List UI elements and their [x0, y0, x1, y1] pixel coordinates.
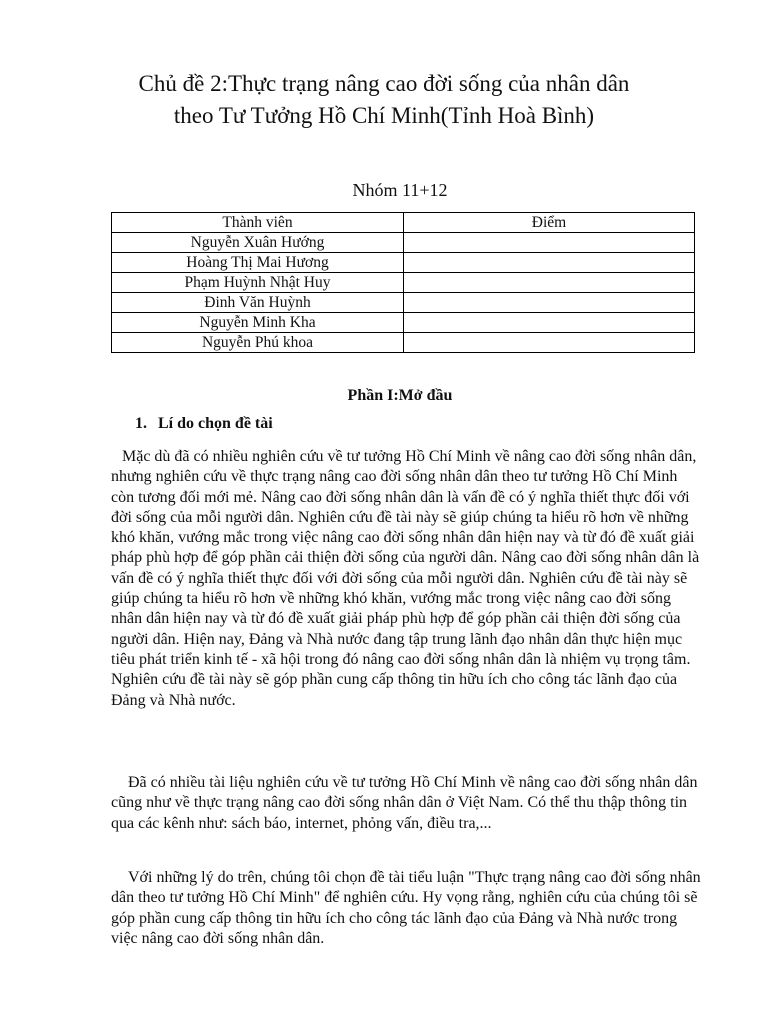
table-row: [112, 333, 695, 353]
table-row: [112, 293, 695, 313]
table-row: [112, 313, 695, 333]
table-row: [112, 273, 695, 293]
title-line-1: Chủ đề 2:Thực trạng nâng cao đời sống của nhân dân: [138, 71, 630, 96]
group-label: Nhóm 11+12: [352, 180, 448, 200]
header-member: Thành viên: [112, 213, 404, 233]
title-line-2: theo Tư Tưởng Hồ Chí Minh(Tỉnh Hoà Bình): [173, 103, 595, 128]
paragraph-reasons: Mặc dù đã có nhiều nghiên cứu về tư tưởng Hồ Chí Minh về nâng cao đời sống nhân dân, nhưng nghiên cứu về thực trạng nâng cao đời sống nhân dân theo tư tưởng Hồ Chí Minh còn tương đối mới mẻ. Nâng cao đời sống nhân dân là vấn đề có ý nghĩa thiết thực đối với đời sống của mỗi người dân. Nghiên cứu đề tài này sẽ giúp chúng ta hiểu rõ hơn về những khó khăn, vướng mắc trong việc nâng cao đời sống nhân dân hiện nay và từ đó đề xuất giải pháp phù hợp để góp phần cải thiện đời sống của người dân. Nâng cao đời sống nhân dân là vấn đề có ý nghĩa thiết thực đối với đời sống của mỗi người dân. Nghiên cứu đề tài này sẽ giúp chúng ta hiểu rõ hơn về những khó khăn, vướng mắc trong việc nâng cao đời sống nhân dân hiện nay và từ đó đề xuất giải pháp phù hợp để góp phần cải thiện đời sống của người dân. Hiện nay, Đảng và Nhà nước đang tập trung lãnh đạo nhân dân thực hiện mục tiêu phát triển kinh tế - xã hội trong đó nâng cao đời sống nhân dân là nhiệm vụ trọng tâm. Nghiên cứu đề tài này sẽ góp phần cung cấp thông tin hữu ích cho công tác lãnh đạo của Đảng và Nhà nước.: [111, 448, 700, 709]
member-name: Nguyễn Minh Kha: [112, 313, 404, 333]
table-row: [112, 253, 695, 273]
member-name: Nguyễn Phú khoa: [112, 333, 404, 353]
member-name: Phạm Huỳnh Nhật Huy: [112, 273, 404, 293]
paragraph-sources: Đã có nhiều tài liệu nghiên cứu về tư tưởng Hồ Chí Minh về nâng cao đời sống nhân dân cũng như về thực trạng nâng cao đời sống nhân dân ở Việt Nam. Có thể thu thập thông tin qua các kênh như: sách báo, internet, phỏng vấn, điều tra,...: [111, 774, 698, 832]
subsection-title: Lí do chọn đề tài: [158, 415, 273, 432]
header-score: Điểm: [404, 213, 695, 233]
page-title: [60, 68, 708, 132]
member-score: [404, 253, 695, 273]
member-score: [404, 273, 695, 293]
paragraph-conclusion: Với những lý do trên, chúng tôi chọn đề tài tiểu luận "Thực trạng nâng cao đời sống nhân dân theo tư tưởng Hồ Chí Minh" để nghiên cứu. Hy vọng rằng, nghiên cứu của chúng tôi sẽ góp phần cung cấp thông tin hữu ích cho công tác lãnh đạo của Đảng và Nhà nước trong việc nâng cao đời sống nhân dân.: [111, 869, 701, 947]
member-name: Đinh Văn Huỳnh: [112, 293, 404, 313]
member-score: [404, 293, 695, 313]
member-name: Nguyễn Xuân Hướng: [112, 233, 404, 253]
member-score: [404, 233, 695, 253]
section-title: Phần I:Mở đầu: [347, 387, 453, 404]
members-table: [111, 212, 695, 353]
subsection-heading: [135, 414, 273, 434]
member-score: [404, 333, 695, 353]
member-score: [404, 313, 695, 333]
member-name: Hoàng Thị Mai Hương: [112, 253, 404, 273]
table-header-row: [112, 213, 695, 233]
subsection-number: 1.: [135, 415, 147, 432]
table-row: [112, 233, 695, 253]
